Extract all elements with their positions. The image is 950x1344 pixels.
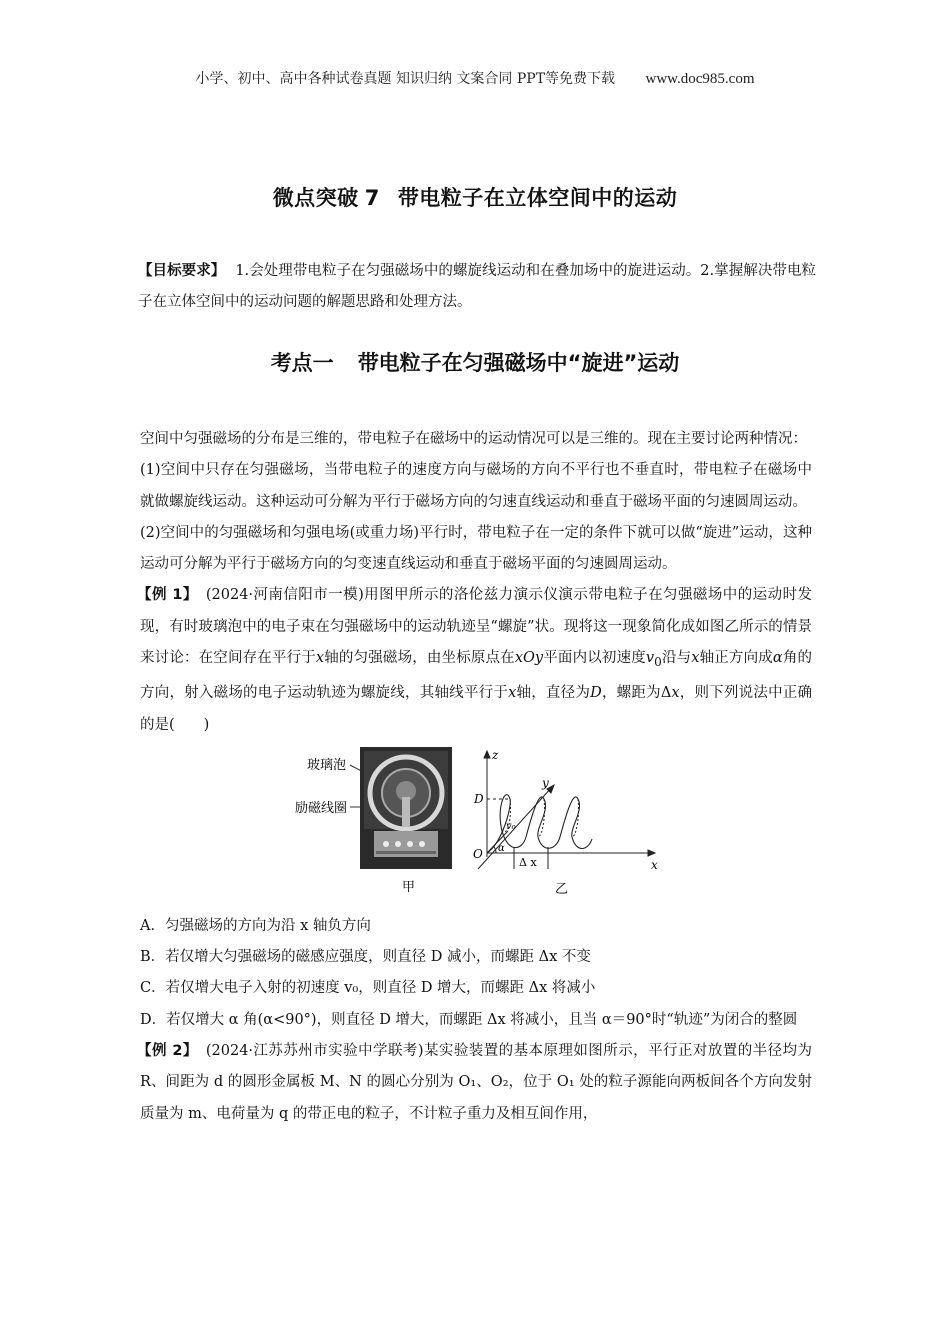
intro-paragraph: (2)空间中的匀强磁场和匀强电场(或重力场)平行时，带电粒子在一定的条件下就可以做“旋进”运动，这种运动可分解为平行于磁场方向的匀变速直线运动和垂直于磁场平面的匀速圆周运动。: [140, 524, 812, 573]
page-header: [0, 68, 950, 88]
section-label: 考点一: [270, 351, 334, 375]
helix-hidden: [572, 799, 579, 837]
example-1-text: 平面内以初速度: [543, 650, 646, 667]
example-1-text: ，螺距为Δ: [601, 685, 672, 702]
figure-svg: [140, 747, 812, 907]
label-velocity: v₀: [506, 820, 516, 832]
option-a: A．匀强磁场的方向为沿 x 轴负方向: [140, 917, 371, 934]
option-c: C．若仅增大电子入射的初速度 v₀，则直径 D 增大，而螺距 Δx 将减小: [140, 980, 596, 997]
example-1-tag: 【例 1】: [137, 587, 198, 604]
title-number: 7: [364, 186, 380, 210]
example-1-text: 角的方向，射入磁场的电子运动轨迹为螺旋线，其轴线平行于: [140, 650, 813, 702]
intro-paragraph: 空间中匀强磁场的分布是三维的，带电粒子在磁场中的运动情况可以是三维的。现在主要讨论两种情况：: [140, 431, 807, 447]
example-2-tag: 【例 2】: [137, 1043, 198, 1060]
goal-tag: 【目标要求】: [138, 263, 226, 279]
var-v-sub: 0: [654, 654, 662, 669]
example-1-figure: [140, 747, 812, 907]
apparatus-photo: [360, 747, 452, 869]
header-text: 小学、初中、高中各种试卷真题 知识归纳 文案合同 PPT等免费下载: [195, 71, 616, 87]
goal-text: 1.会处理带电粒子在匀强磁场中的螺旋线运动和在叠加场中的旋进运动。2.掌握解决带电粒子在立体空间中的运动问题的解题思路和处理方法。: [138, 263, 816, 310]
label-origin: O: [473, 846, 483, 861]
header-url[interactable]: www.doc985.com: [645, 71, 755, 87]
intro-paragraph: (1)空间中只存在匀强磁场，当带电粒子的速度方向与磁场的方向不平行也不垂直时，带电粒子在磁场中就做螺旋线运动。这种运动可分解为平行于磁场方向的匀速直线运动和垂直于磁场平面的匀速圆周运动。: [140, 462, 812, 510]
option-d: D．若仅增大 α 角(α<90°)，则直径 D 增大，而螺距 Δx 将减小，且当 α＝90°时“轨迹”为闭合的整圆: [140, 1011, 798, 1028]
caption-jia: 甲: [402, 879, 416, 895]
label-y: y: [542, 775, 549, 790]
label-diameter: D: [474, 791, 484, 806]
example-1: [137, 580, 813, 740]
var-xoy: xOy: [514, 650, 544, 667]
section-heading: [0, 347, 950, 377]
label-x: x: [651, 857, 658, 872]
label-coil: 励磁线圈: [295, 800, 348, 816]
var-alpha: α: [772, 650, 783, 667]
example-2: [137, 1036, 813, 1130]
main-body: [137, 424, 813, 1130]
section-text: 带电粒子在匀强磁场中“旋进”运动: [357, 351, 680, 375]
arrow-icon: [484, 751, 490, 758]
example-1-text: 用图甲所示的洛伦兹力演示仪演示带电粒子在匀强磁场中的运动时发现，有时玻璃泡中的电子束在匀强磁场中的运动轨迹呈“螺旋”状。现将这一现象简化成如图乙所示的情景来讨论：在空间存在平行于: [140, 587, 813, 667]
var-x: x: [508, 685, 517, 702]
var-x: x: [315, 650, 325, 667]
example-2-source: (2024·江苏苏州市实验中学联考): [205, 1043, 424, 1060]
example-1-text: 沿与: [661, 650, 692, 667]
example-2-text: 某实验装置的基本原理如图所示，平行正对放置的半径均为 R、间距为 d 的圆形金属板 M、N 的圆心分别为 O₁、O₂，位于 O₁ 处的粒子源能向两板间各个方向发射质量为 m、电荷量为 q 的带正电的粒子，不计粒子重力及相互间作用，: [140, 1043, 813, 1122]
label-pitch: Δ x: [519, 855, 537, 869]
example-1-text: ，则下列说法中正确的是( ): [140, 685, 813, 733]
label-alpha: α: [498, 842, 505, 854]
var-v: v: [645, 650, 655, 667]
var-x: x: [671, 685, 680, 702]
caption-yi: 乙: [555, 881, 569, 897]
arrow-icon: [648, 850, 655, 856]
example-1-text: 轴的匀强磁场，由坐标原点在: [324, 650, 515, 667]
label-glass-bulb: 玻璃泡: [307, 757, 347, 773]
title-text: 带电粒子在立体空间中的运动: [397, 186, 678, 210]
page-title: [0, 182, 950, 212]
var-x: x: [691, 650, 700, 667]
helix-hidden: [538, 799, 545, 837]
option-b: B．若仅增大匀强磁场的磁感应强度，则直径 D 减小，而螺距 Δx 不变: [140, 949, 591, 966]
label-z: z: [492, 747, 499, 762]
goal-paragraph: [138, 256, 816, 318]
example-1-source: (2024·河南信阳市一模): [205, 587, 364, 604]
title-prefix: 微点突破: [272, 186, 359, 210]
example-1-text: 轴正方向成: [699, 650, 773, 667]
var-d: D: [590, 685, 602, 702]
example-1-text: 轴，直径为: [516, 685, 591, 702]
